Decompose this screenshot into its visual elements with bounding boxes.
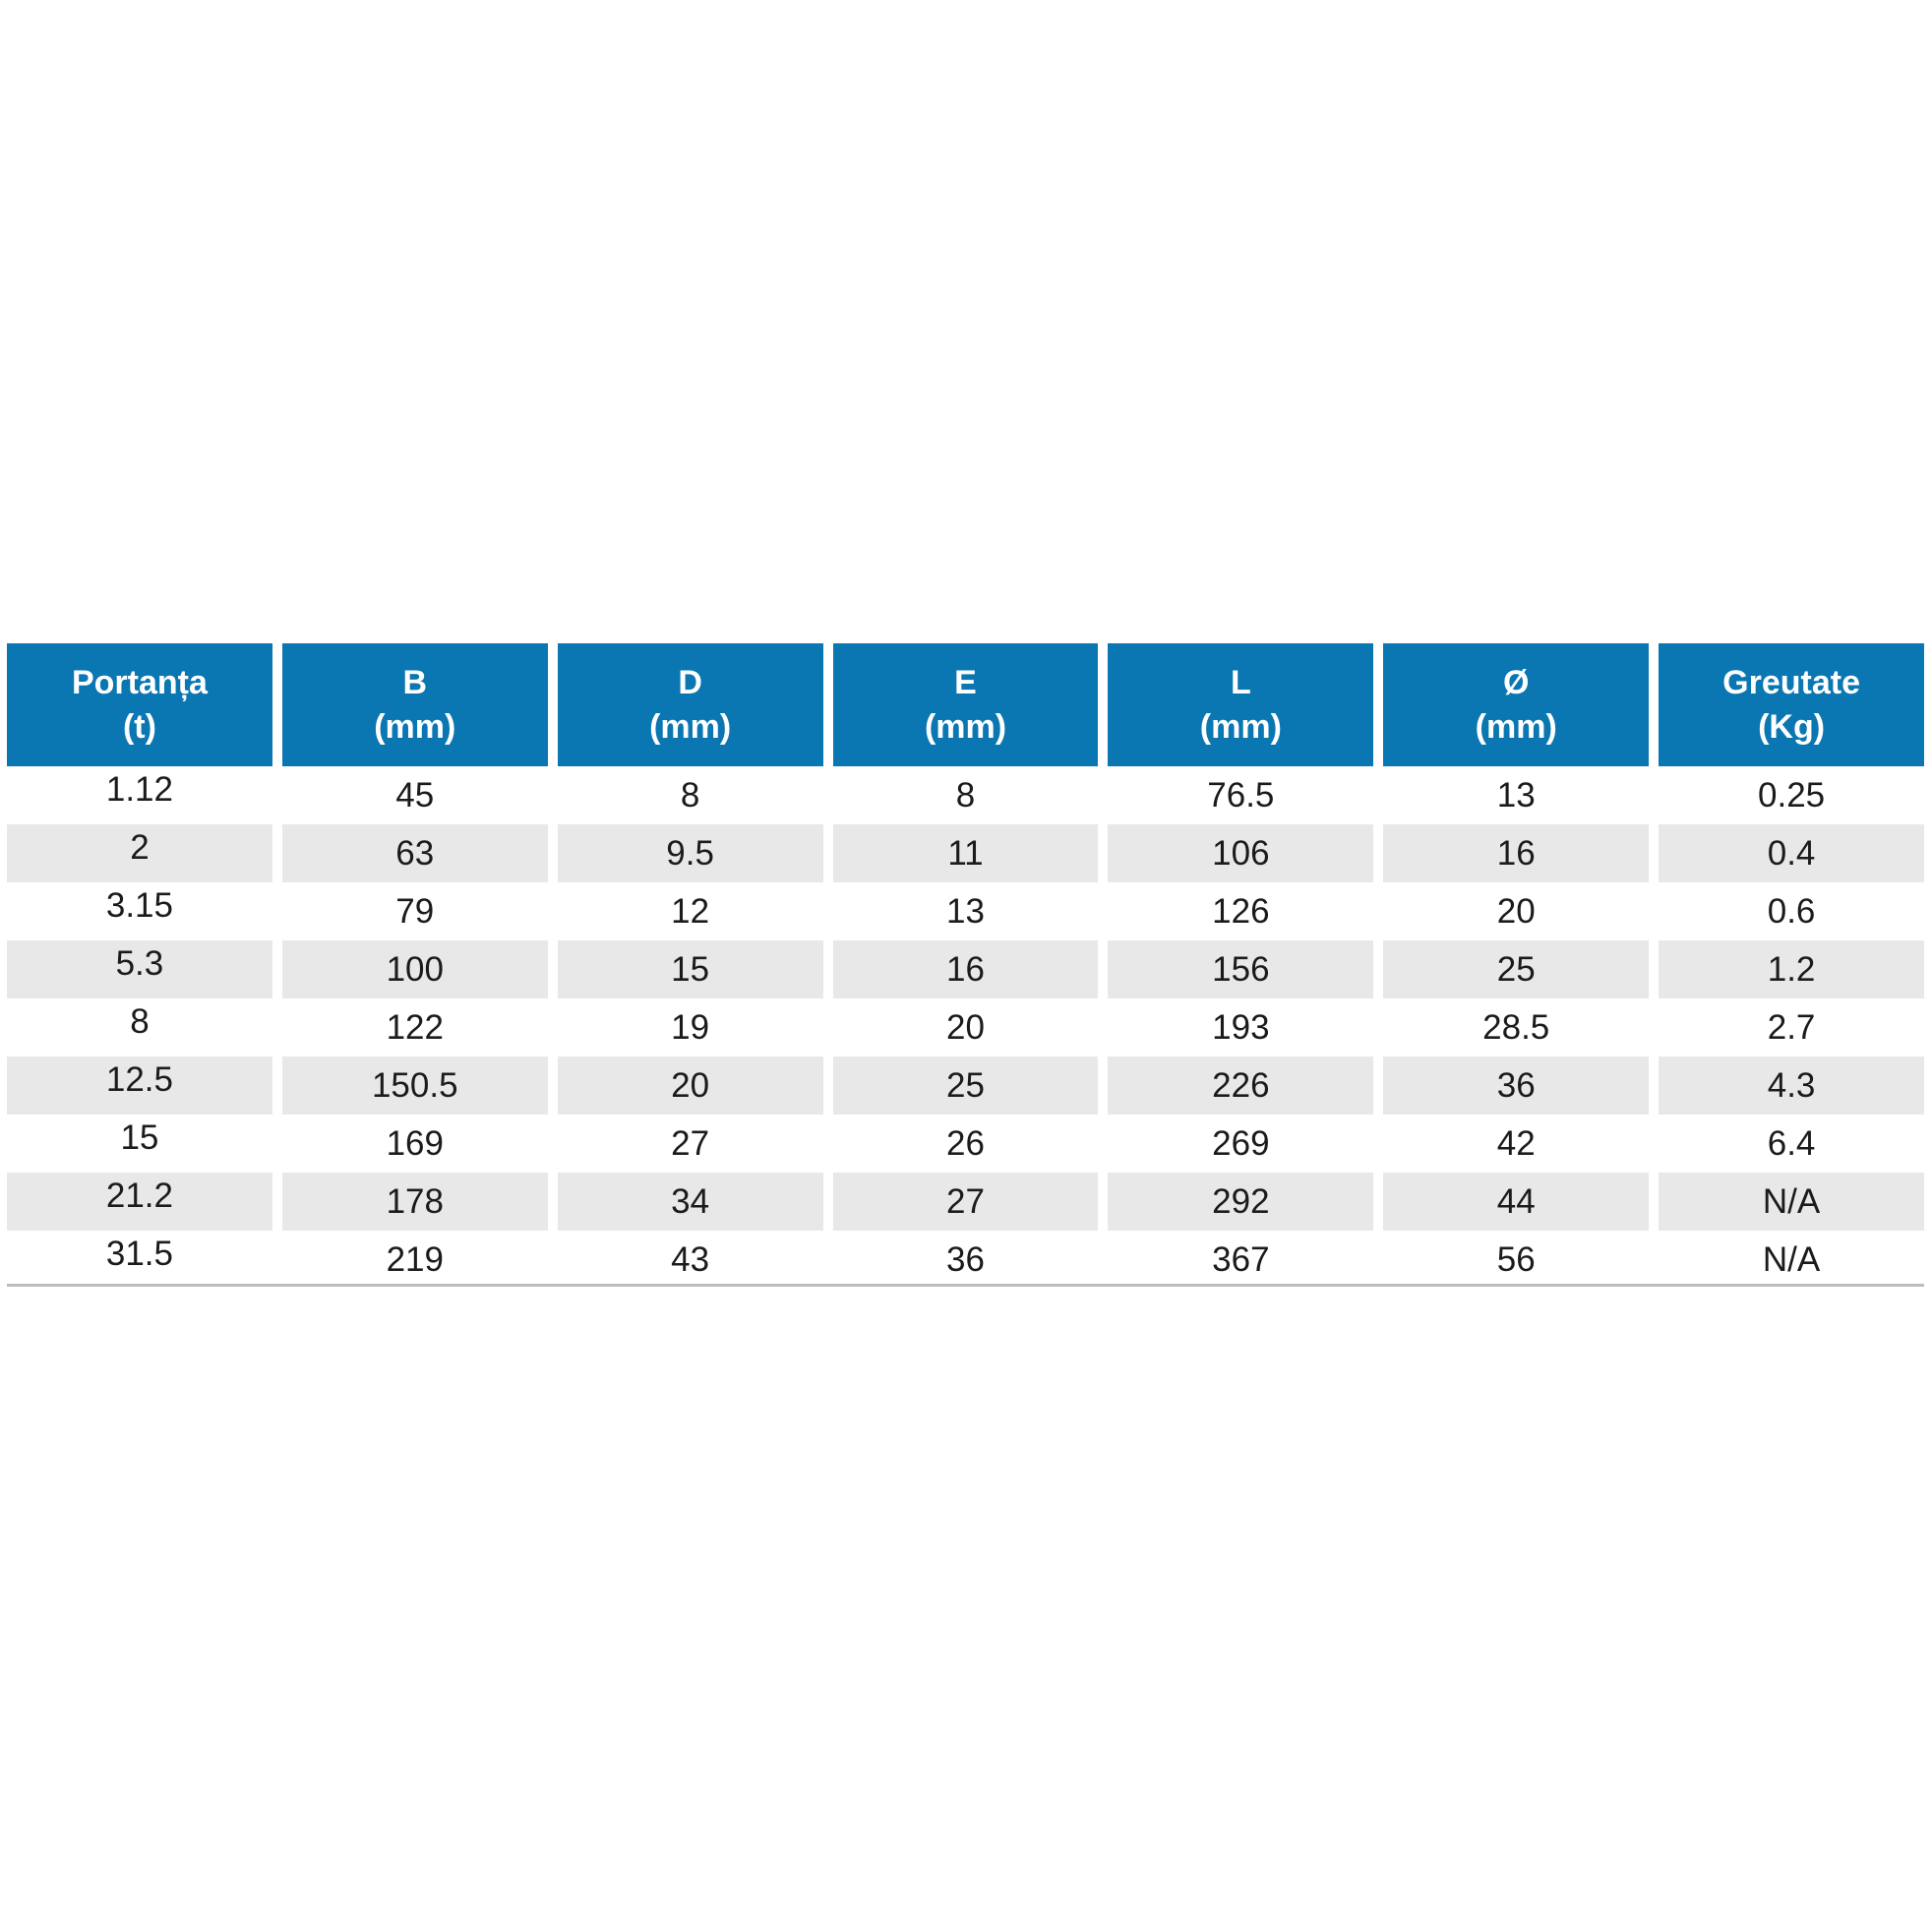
column-header-unit: (Kg): [1758, 707, 1826, 746]
specifications-table: [7, 643, 1924, 1289]
table-cell-l: [1108, 882, 1373, 940]
table-cell-b: [282, 940, 548, 998]
table-cell-value: 27: [671, 1123, 710, 1163]
table-cell-portanta: [7, 766, 272, 824]
table-cell-b: [282, 998, 548, 1057]
table-cell-b: [282, 1173, 548, 1231]
table-cell-value: 15: [671, 949, 710, 989]
column-header-unit: (mm): [374, 707, 456, 746]
table-cell-l: [1108, 1231, 1373, 1289]
column-header-unit: (t): [122, 707, 156, 746]
table-cell-d: [558, 824, 823, 882]
table-cell-value: 36: [946, 1239, 985, 1279]
table-cell-e: [833, 766, 1099, 824]
table-cell-diameter: [1383, 1231, 1649, 1289]
table-cell-value: 13: [946, 891, 985, 931]
table-cell-value: 25: [1496, 949, 1536, 989]
table-cell-value: 8: [680, 775, 700, 815]
table-cell-value: 79: [395, 891, 435, 931]
column-header-d: [558, 643, 823, 766]
table-cell-value: 16: [1496, 833, 1536, 873]
table-cell-l: [1108, 1057, 1373, 1115]
column-header-unit: (mm): [649, 707, 732, 746]
table-cell-greutate: [1659, 766, 1924, 824]
table-cell-greutate: [1659, 824, 1924, 882]
table-cell-l: [1108, 940, 1373, 998]
table-cell-greutate: [1659, 1115, 1924, 1173]
table-cell-b: [282, 824, 548, 882]
table-cell-e: [833, 824, 1099, 882]
table-cell-value: 169: [386, 1123, 444, 1163]
table-cell-value: 16: [946, 949, 985, 989]
table-cell-d: [558, 1057, 823, 1115]
table-cell-diameter: [1383, 766, 1649, 824]
table-cell-l: [1108, 1115, 1373, 1173]
table-cell-value: 63: [395, 833, 435, 873]
table-cell-value: 126: [1212, 891, 1270, 931]
table-cell-b: [282, 1115, 548, 1173]
table-cell-value: 13: [1496, 775, 1536, 815]
column-header-label: Portanța: [71, 663, 208, 701]
table-cell-value: 106: [1212, 833, 1270, 873]
table-cell-value: 56: [1496, 1239, 1536, 1279]
table-cell-d: [558, 766, 823, 824]
table-cell-value: 150.5: [371, 1065, 458, 1105]
table-cell-d: [558, 882, 823, 940]
table-cell-value: 4.3: [1767, 1065, 1816, 1105]
table-cell-portanta: [7, 1231, 272, 1289]
table-cell-value: 21.2: [105, 1176, 173, 1215]
table-cell-diameter: [1383, 882, 1649, 940]
table-cell-value: 20: [671, 1065, 710, 1105]
table-cell-value: 1.2: [1767, 949, 1816, 989]
table-cell-value: N/A: [1762, 1239, 1821, 1279]
table-cell-d: [558, 1173, 823, 1231]
table-cell-value: 20: [946, 1007, 985, 1047]
table-cell-value: 28.5: [1482, 1007, 1550, 1047]
table-bottom-rule: [7, 1284, 1924, 1287]
column-header-label: Ø: [1502, 663, 1530, 701]
table-cell-e: [833, 1173, 1099, 1231]
table-cell-value: 25: [946, 1065, 985, 1105]
column-header-label: Greutate: [1722, 663, 1860, 701]
table-cell-diameter: [1383, 1057, 1649, 1115]
column-header-unit: (mm): [1199, 707, 1282, 746]
table-cell-e: [833, 1115, 1099, 1173]
table-cell-value: 27: [946, 1181, 985, 1221]
table-cell-value: 0.4: [1767, 833, 1816, 873]
table-cell-value: 31.5: [105, 1234, 173, 1273]
table-cell-l: [1108, 824, 1373, 882]
table-cell-value: 5.3: [115, 943, 164, 983]
table-cell-d: [558, 1115, 823, 1173]
table-cell-e: [833, 998, 1099, 1057]
table-cell-b: [282, 882, 548, 940]
table-cell-portanta: [7, 940, 272, 998]
table-cell-value: 11: [947, 833, 984, 873]
table-cell-value: 26: [946, 1123, 985, 1163]
column-header-greutate: [1659, 643, 1924, 766]
table-cell-e: [833, 1057, 1099, 1115]
table-cell-value: 269: [1212, 1123, 1270, 1163]
table-cell-value: 8: [955, 775, 976, 815]
column-header-unit: (mm): [924, 707, 1007, 746]
table-cell-value: 219: [386, 1239, 444, 1279]
table-cell-value: 36: [1496, 1065, 1536, 1105]
table-cell-greutate: [1659, 940, 1924, 998]
table-cell-portanta: [7, 882, 272, 940]
table-cell-value: 12.5: [105, 1059, 173, 1099]
table-cell-value: 6.4: [1767, 1123, 1816, 1163]
table-cell-d: [558, 1231, 823, 1289]
table-cell-value: 100: [386, 949, 444, 989]
table-cell-b: [282, 766, 548, 824]
table-cell-value: 122: [386, 1007, 444, 1047]
column-header-label: B: [402, 663, 428, 701]
column-header-diameter: [1383, 643, 1649, 766]
table-cell-value: 1.12: [105, 769, 173, 809]
table-cell-l: [1108, 1173, 1373, 1231]
table-cell-portanta: [7, 1173, 272, 1231]
table-cell-diameter: [1383, 824, 1649, 882]
table-cell-b: [282, 1057, 548, 1115]
table-cell-value: 0.25: [1758, 775, 1826, 815]
column-header-e: [833, 643, 1099, 766]
table-cell-value: 292: [1212, 1181, 1270, 1221]
table-cell-value: 15: [120, 1117, 159, 1157]
table-cell-portanta: [7, 998, 272, 1057]
table-cell-value: 8: [130, 1001, 150, 1041]
table-cell-value: 76.5: [1207, 775, 1275, 815]
table-cell-value: 2: [130, 827, 150, 867]
table-cell-value: 226: [1212, 1065, 1270, 1105]
table-cell-value: 178: [386, 1181, 444, 1221]
column-header-portanta: [7, 643, 272, 766]
column-header-l: [1108, 643, 1373, 766]
table-cell-value: 43: [671, 1239, 710, 1279]
table-cell-value: 44: [1496, 1181, 1536, 1221]
table-cell-d: [558, 940, 823, 998]
table-cell-portanta: [7, 1115, 272, 1173]
table-cell-diameter: [1383, 940, 1649, 998]
column-header-label: L: [1230, 663, 1251, 701]
table-cell-d: [558, 998, 823, 1057]
column-header-label: E: [954, 663, 977, 701]
table-cell-value: 12: [671, 891, 710, 931]
table-cell-value: N/A: [1762, 1181, 1821, 1221]
column-header-unit: (mm): [1475, 707, 1557, 746]
table-cell-value: 156: [1212, 949, 1270, 989]
table-cell-value: 45: [395, 775, 435, 815]
table-cell-value: 20: [1496, 891, 1536, 931]
table-cell-value: 0.6: [1767, 891, 1816, 931]
table-cell-diameter: [1383, 1173, 1649, 1231]
table-cell-greutate: [1659, 998, 1924, 1057]
table-cell-greutate: [1659, 1173, 1924, 1231]
table-cell-l: [1108, 998, 1373, 1057]
table-cell-value: 9.5: [666, 833, 714, 873]
table-cell-value: 3.15: [105, 885, 173, 925]
table-cell-b: [282, 1231, 548, 1289]
table-cell-value: 19: [671, 1007, 710, 1047]
table-cell-value: 193: [1212, 1007, 1270, 1047]
table-cell-l: [1108, 766, 1373, 824]
table-cell-greutate: [1659, 882, 1924, 940]
table-cell-e: [833, 940, 1099, 998]
table-cell-diameter: [1383, 1115, 1649, 1173]
table-cell-value: 42: [1496, 1123, 1536, 1163]
table-cell-e: [833, 882, 1099, 940]
table-cell-portanta: [7, 824, 272, 882]
table-cell-greutate: [1659, 1231, 1924, 1289]
table-cell-value: 2.7: [1767, 1007, 1816, 1047]
table-cell-portanta: [7, 1057, 272, 1115]
column-header-b: [282, 643, 548, 766]
table-cell-e: [833, 1231, 1099, 1289]
column-header-label: D: [678, 663, 702, 701]
table-cell-diameter: [1383, 998, 1649, 1057]
table-cell-greutate: [1659, 1057, 1924, 1115]
table-cell-value: 367: [1212, 1239, 1270, 1279]
table-cell-value: 34: [671, 1181, 710, 1221]
